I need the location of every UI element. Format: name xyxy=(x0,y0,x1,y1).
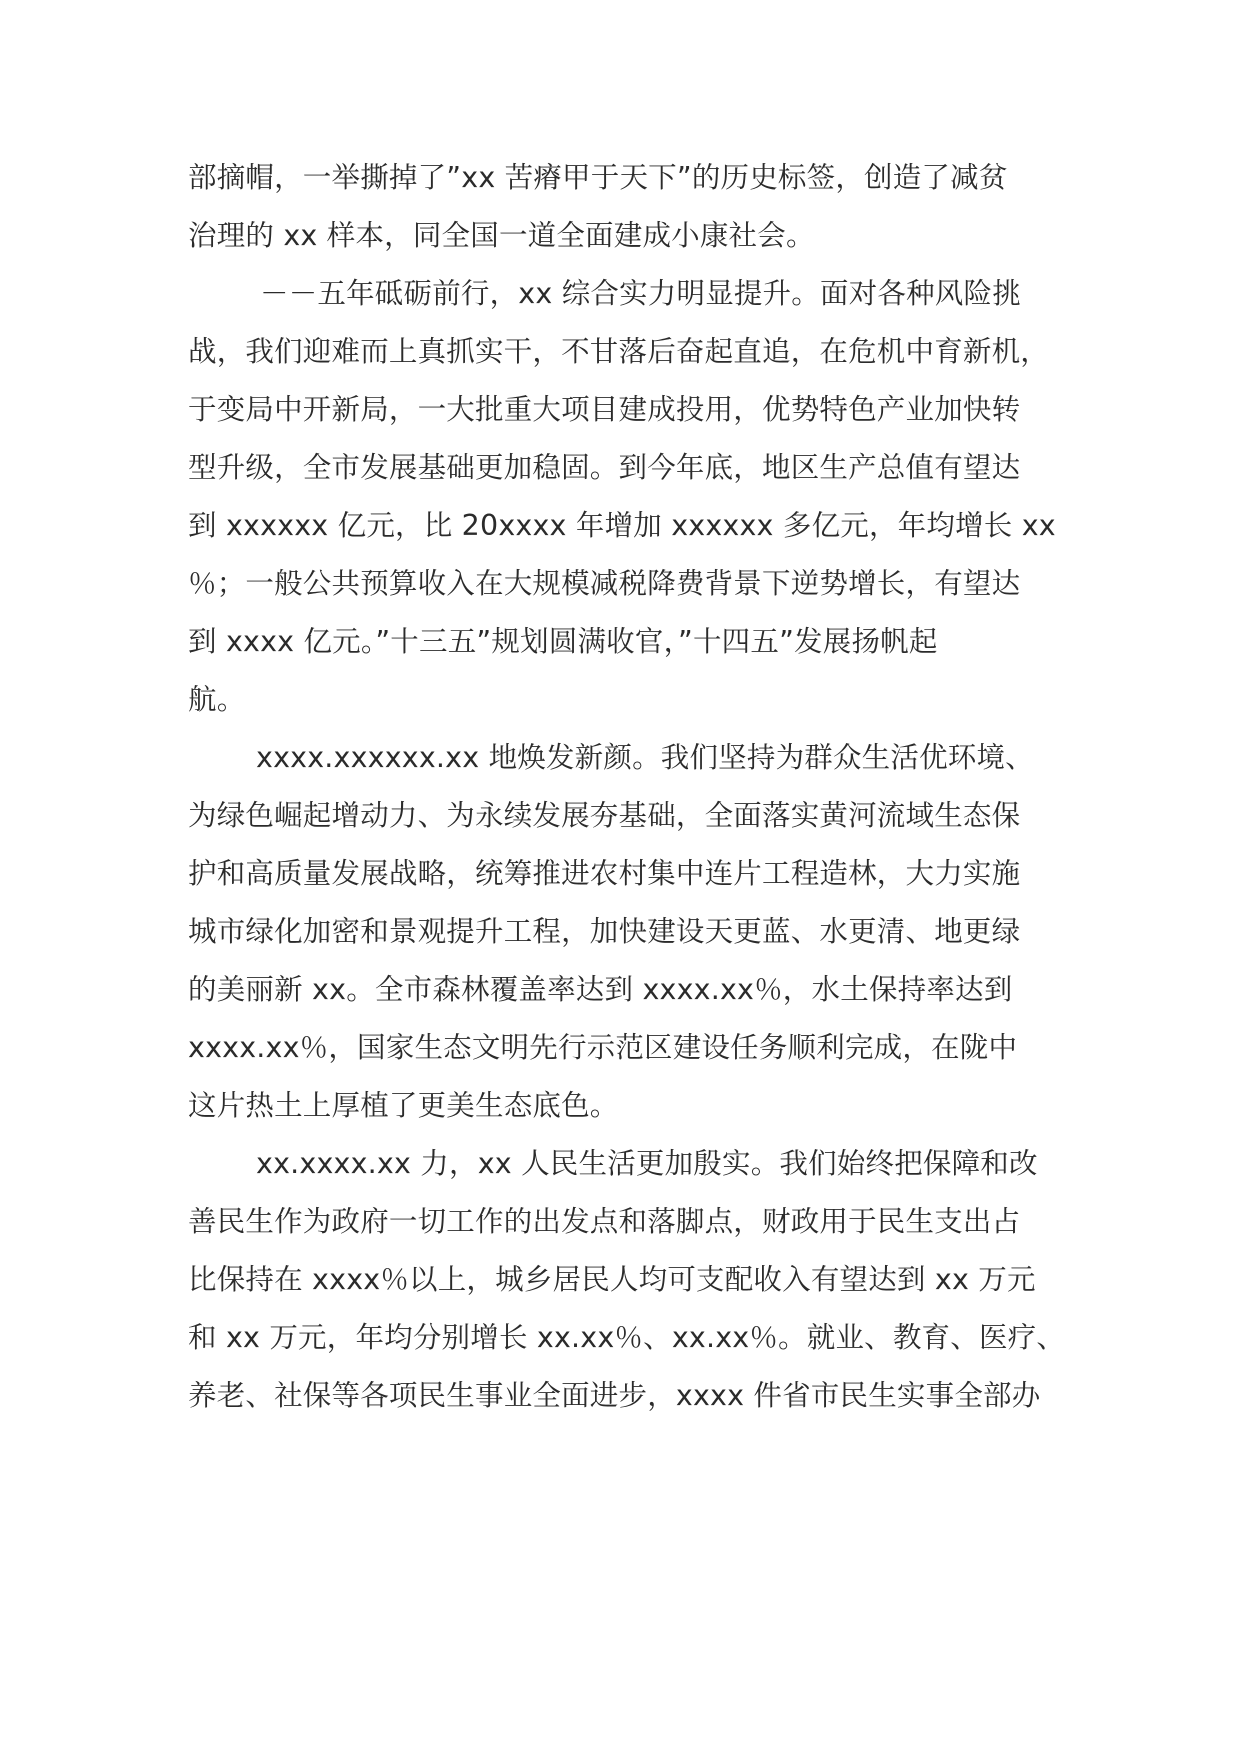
text-line: 的美丽新 xx。全市森林覆盖率达到 xxxx.xx％，水土保持率达到 xyxy=(188,973,1013,1006)
text-line: 养老、社保等各项民生事业全面进步，xxxx 件省市民生实事全部办 xyxy=(188,1379,1041,1412)
text-line: xx.xxxx.xx 力，xx 人民生活更加殷实。我们始终把保障和改 xyxy=(256,1147,1038,1180)
text-line: 战，我们迎难而上真抓实干，不甘落后奋起直追，在危机中育新机， xyxy=(188,335,1050,368)
text-line: 护和高质量发展战略，统筹推进农村集中连片工程造林，大力实施 xyxy=(188,857,1021,890)
text-line: 为绿色崛起增动力、为永续发展夯基础，全面落实黄河流域生态保 xyxy=(188,799,1021,832)
text-line: 比保持在 xxxx％以上，城乡居民人均可支配收入有望达到 xx 万元 xyxy=(188,1263,1036,1296)
text-line: 于变局中开新局，一大批重大项目建成投用，优势特色产业加快转 xyxy=(188,393,1021,426)
text-line: 部摘帽，一举撕掉了”xx 苦瘠甲于天下”的历史标签，创造了减贫 xyxy=(188,161,1008,194)
text-line: 这片热土上厚植了更美生态底色。 xyxy=(188,1089,619,1122)
text-line: xxxx.xxxxxx.xx 地焕发新颜。我们坚持为群众生活优环境、 xyxy=(256,741,1034,774)
text-line: 治理的 xx 样本，同全国一道全面建成小康社会。 xyxy=(188,219,815,252)
text-line: 航。 xyxy=(188,683,246,716)
text-line: xxxx.xx％，国家生态文明先行示范区建设任务顺利完成，在陇中 xyxy=(188,1031,1018,1064)
text-line: 和 xx 万元，年均分别增长 xx.xx％、xx.xx％。就业、教育、医疗、 xyxy=(188,1321,1066,1354)
text-line: 型升级，全市发展基础更加稳固。到今年底，地区生产总值有望达 xyxy=(188,451,1021,484)
text-line: 善民生作为政府一切工作的出发点和落脚点，财政用于民生支出占 xyxy=(188,1205,1021,1238)
text-line: －－五年砥砺前行，xx 综合实力明显提升。面对各种风险挑 xyxy=(260,277,1021,310)
text-line: 城市绿化加密和景观提升工程，加快建设天更蓝、水更清、地更绿 xyxy=(188,915,1021,948)
text-line: 到 xxxx 亿元。”十三五”规划圆满收官，”十四五”发展扬帆起 xyxy=(188,625,938,658)
text-line: 到 xxxxxx 亿元，比 20xxxx 年增加 xxxxxx 多亿元，年均增长 xx xyxy=(188,509,1056,542)
text-line: ％；一般公共预算收入在大规模减税降费背景下逆势增长，有望达 xyxy=(188,567,1021,600)
